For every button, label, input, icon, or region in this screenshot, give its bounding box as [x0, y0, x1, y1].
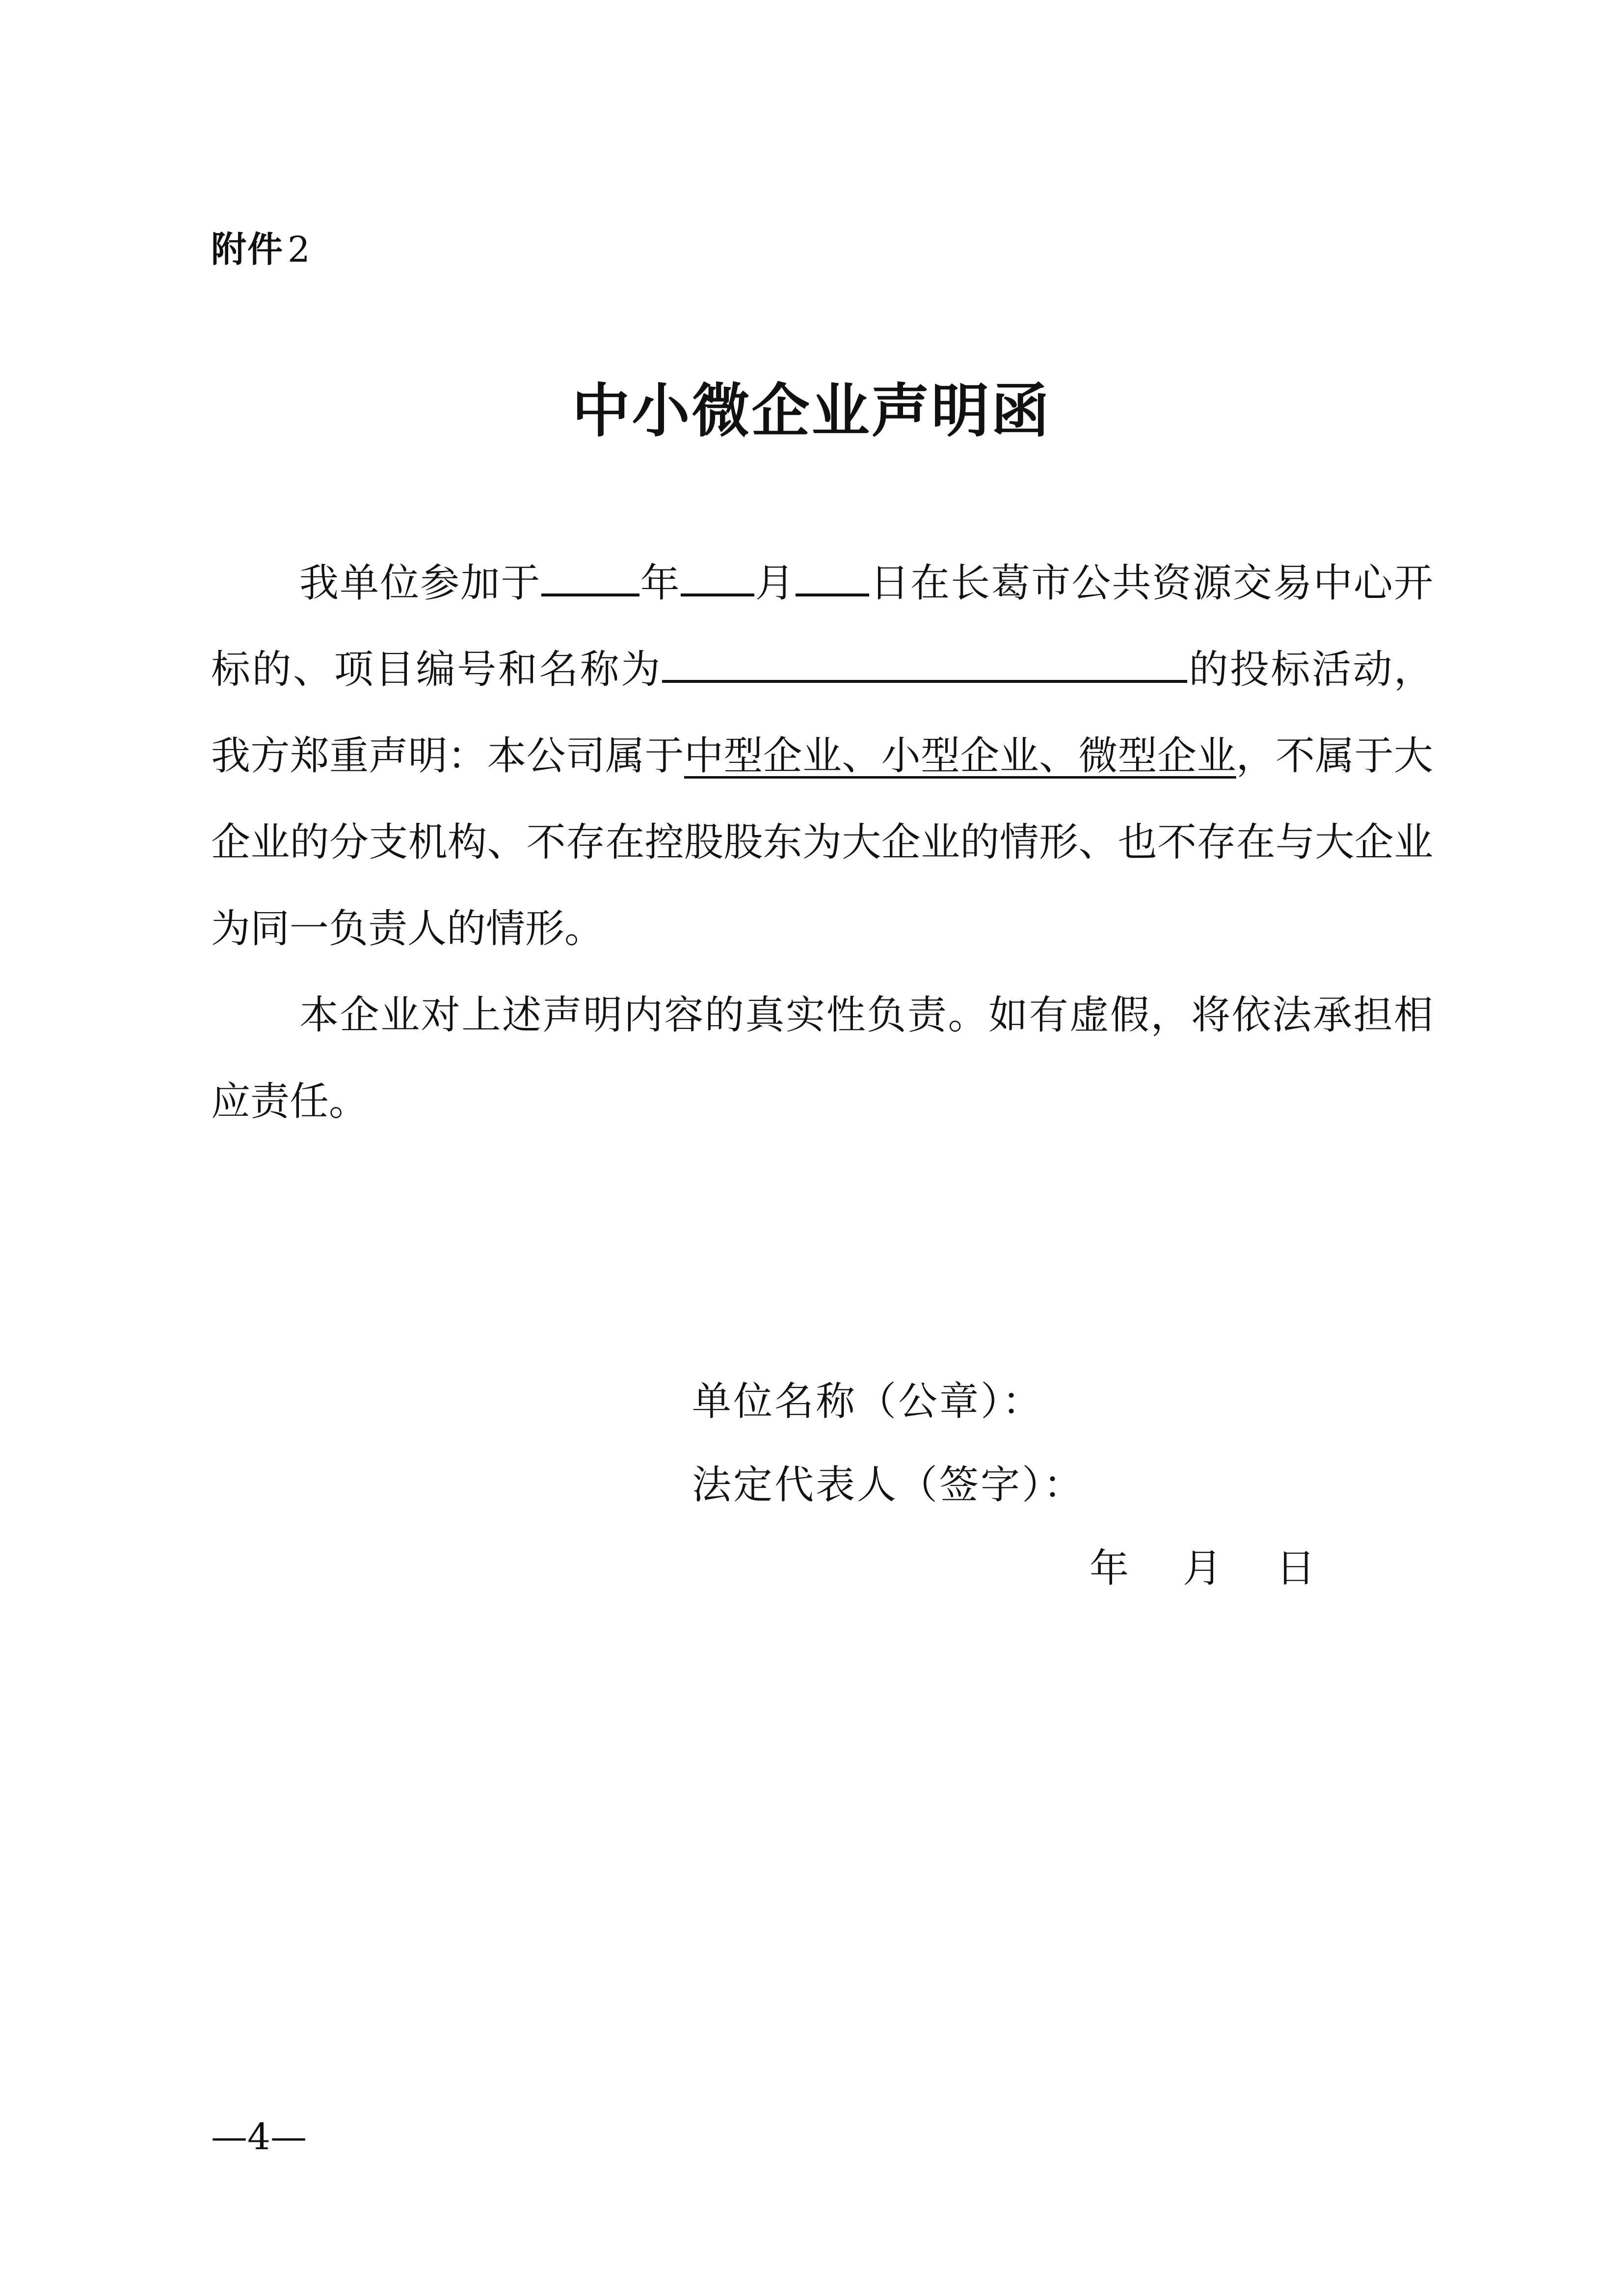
para1-text-3: 月 [754, 560, 796, 606]
date-year: 年 [1090, 1545, 1129, 1591]
para1-text-4: 日在长葛市公共资源交易中心开标的、项目编号和名称为 [211, 560, 1434, 692]
para1-text-2: 年 [639, 560, 681, 606]
year-blank [541, 558, 639, 596]
document-body [211, 540, 1433, 1145]
declaration-paragraph [211, 540, 1433, 972]
month-blank [681, 558, 754, 596]
attachment-label [211, 221, 311, 272]
unit-name-line: 单位名称（公章）： [692, 1378, 1043, 1424]
attachment-text: 附件 [211, 228, 284, 270]
signature-date [1090, 1537, 1315, 1593]
legal-representative-line: 法定代表人（签字）： [692, 1462, 1085, 1508]
page-number: —4— [211, 2116, 307, 2158]
responsibility-paragraph: 本企业对上述声明内容的真实性负责。如有虚假，将依法承担相应责任。 [211, 992, 1433, 1124]
attachment-number: 2 [288, 229, 311, 270]
para1-text-6: ，不属于大企业的分支机构、不存在控股股东为大企业的情形、也不存在与大企业为同一负责人的情形。 [211, 733, 1434, 951]
date-day: 日 [1276, 1545, 1315, 1591]
document-title: 中小微企业声明函 [572, 377, 1051, 445]
para1-text-5: 的投标活动，我方郑重声明：本公司属于 [211, 647, 1434, 779]
day-blank [796, 558, 869, 596]
para1-text-1: 我单位参加于 [299, 560, 541, 606]
enterprise-type-underlined: 中型企业、小型企业、微型企业 [684, 733, 1236, 779]
project-name-blank [662, 645, 1187, 683]
date-month: 月 [1183, 1545, 1222, 1591]
